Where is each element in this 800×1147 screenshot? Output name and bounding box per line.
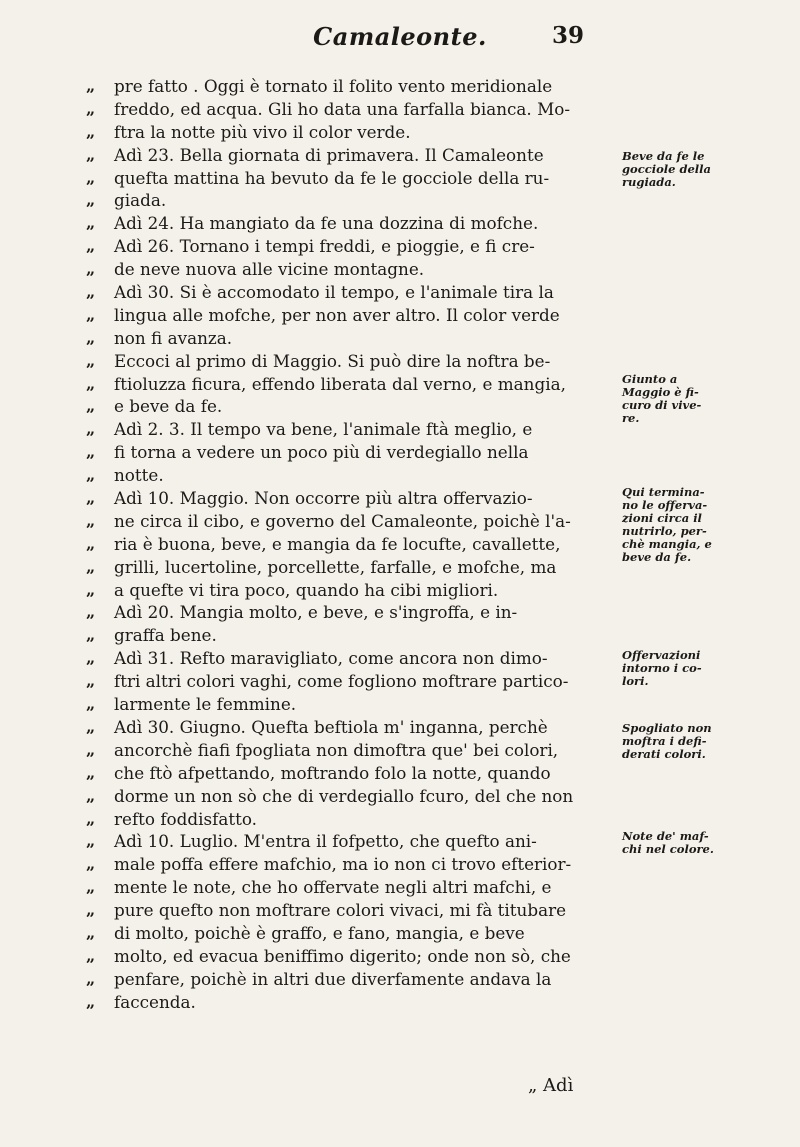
- line-text: Adì 30. Giugno. Quefta beftiola m' inganna, perchè: [114, 716, 548, 737]
- margin-note-line: nutrirlo, per-: [622, 524, 707, 538]
- line-text: Adì 20. Mangia molto, e beve, e s'ingroffa, e in-: [114, 602, 518, 623]
- quote-mark: „: [86, 167, 96, 187]
- line-text: grilli, lucertoline, porcellette, farfalle, e mofche, ma: [114, 556, 557, 577]
- quote-mark: „: [86, 442, 96, 462]
- quote-mark: „: [86, 190, 96, 210]
- text-line: [86, 899, 606, 922]
- text-line: [86, 876, 606, 899]
- quote-mark: „: [86, 648, 96, 668]
- text-line: [86, 487, 606, 510]
- line-text: e beve da fe.: [114, 396, 223, 417]
- text-line: [86, 304, 606, 327]
- text-line: [86, 670, 606, 693]
- quote-mark: „: [86, 213, 96, 233]
- text-line: [86, 235, 606, 258]
- text-line: [86, 327, 606, 350]
- line-text: freddo, ed acqua. Gli ho data una farfalla bianca. Mo-: [114, 98, 571, 119]
- margin-note-line: Maggio è fi-: [622, 385, 699, 399]
- text-line: [86, 991, 606, 1014]
- margin-note-line: intorno i co-: [622, 661, 702, 675]
- main-text: [86, 75, 606, 1014]
- line-text: lingua alle mofche, per non aver altro. Il color verde: [114, 304, 560, 325]
- line-text: dorme un non sò che di verdegiallo fcuro, del che non: [114, 785, 574, 806]
- text-line: [86, 258, 606, 281]
- line-text: ftri altri colori vaghi, come fogliono moftrare partico-: [114, 671, 569, 692]
- quote-mark: „: [86, 121, 96, 141]
- text-line: [86, 739, 606, 762]
- line-text: refto foddisfatto.: [114, 808, 257, 829]
- quote-mark: „: [86, 350, 96, 370]
- quote-mark: „: [86, 144, 96, 164]
- line-text: molto, ed evacua beniffimo digerito; onde non sò, che: [114, 945, 571, 966]
- text-line: [86, 601, 606, 624]
- text-line: [86, 762, 606, 785]
- margin-note-line: Giunto a: [622, 372, 678, 386]
- line-text: mente le note, che ho offervate negli altri mafchi, e: [114, 877, 552, 898]
- margin-note-maggio: [622, 373, 772, 425]
- text-line: [86, 75, 606, 98]
- margin-note-line: beve da fe.: [622, 550, 692, 564]
- text-line: [86, 533, 606, 556]
- quote-mark: „: [86, 236, 96, 256]
- line-text: Adì 23. Bella giornata di primavera. Il Camaleonte: [114, 144, 544, 165]
- line-text: fi torna a vedere un poco più di verdegiallo nella: [114, 442, 529, 463]
- line-text: graffa bene.: [114, 625, 217, 646]
- text-line: [86, 808, 606, 831]
- line-text: larmente le femmine.: [114, 694, 297, 715]
- text-line: [86, 98, 606, 121]
- quote-mark: „: [86, 808, 96, 828]
- catchword: „ Adì: [528, 1075, 574, 1096]
- quote-mark: „: [86, 465, 96, 485]
- quote-mark: „: [86, 488, 96, 508]
- margin-note-line: chè mangia, e: [622, 537, 712, 551]
- text-line: [86, 395, 606, 418]
- line-text: di molto, poichè è graffo, e fano, mangia, e beve: [114, 922, 525, 943]
- line-text: che ftò afpettando, moftrando folo la notte, quando: [114, 762, 551, 783]
- text-line: [86, 373, 606, 396]
- quote-mark: „: [86, 76, 96, 95]
- page-number: 39: [552, 22, 585, 49]
- line-text: de neve nuova alle vicine montagne.: [114, 259, 425, 280]
- margin-note-line: rugiada.: [622, 175, 676, 189]
- quote-mark: „: [86, 327, 96, 347]
- quote-mark: „: [86, 671, 96, 691]
- margin-note-line: Note de' maf-: [622, 829, 709, 843]
- text-line: [86, 830, 606, 853]
- margin-note-line: no le offerva-: [622, 498, 708, 512]
- text-line: [86, 464, 606, 487]
- margin-note-line: chi nel colore.: [622, 842, 714, 856]
- quote-mark: „: [86, 716, 96, 736]
- quote-mark: „: [86, 625, 96, 645]
- text-line: [86, 716, 606, 739]
- line-text: pure quefto non moftrare colori vivaci, mi fà titubare: [114, 900, 567, 921]
- quote-mark: „: [86, 739, 96, 759]
- margin-note-line: derati colori.: [622, 747, 706, 761]
- text-line: [86, 167, 606, 190]
- text-line: [86, 189, 606, 212]
- line-text: Eccoci al primo di Maggio. Si può dire la noftra be-: [114, 350, 551, 371]
- text-line: [86, 693, 606, 716]
- quote-mark: „: [86, 396, 96, 416]
- margin-note-line: Spogliato non: [622, 721, 712, 735]
- text-line: [86, 853, 606, 876]
- line-text: pre fatto . Oggi è tornato il folito vento meridionale: [114, 76, 553, 96]
- line-text: Adì 2. 3. Il tempo va bene, l'animale ftà meglio, e: [114, 419, 533, 440]
- quote-mark: „: [86, 304, 96, 324]
- line-text: Adì 10. Maggio. Non occorre più altra offervazio-: [114, 488, 533, 509]
- margin-note-line: lori.: [622, 674, 649, 688]
- quote-mark: „: [86, 900, 96, 920]
- margin-note-line: curo di vive-: [622, 398, 702, 412]
- line-text: penfare, poichè in altri due diverfamente andava la: [114, 968, 552, 989]
- text-line: [86, 121, 606, 144]
- quote-mark: „: [86, 945, 96, 965]
- line-text: Adì 10. Luglio. M'entra il fofpetto, che quefto ani-: [114, 831, 537, 852]
- quote-mark: „: [86, 991, 96, 1011]
- text-line: [86, 785, 606, 808]
- text-line: [86, 945, 606, 968]
- line-text: faccenda.: [114, 991, 196, 1012]
- line-text: quefta mattina ha bevuto da fe le gocciole della ru-: [114, 167, 550, 188]
- text-line: [86, 647, 606, 670]
- quote-mark: „: [86, 556, 96, 576]
- margin-note-line: Qui termina-: [622, 485, 705, 499]
- text-line: [86, 579, 606, 602]
- margin-note-beve: [622, 150, 772, 189]
- margin-note-line: Beve da fe le: [622, 149, 705, 163]
- line-text: giada.: [114, 190, 167, 211]
- margin-note-colori: [622, 649, 772, 688]
- quote-mark: „: [86, 282, 96, 302]
- line-text: a quefte vi tira poco, quando ha cibi migliori.: [114, 579, 499, 600]
- text-line: [86, 281, 606, 304]
- quote-mark: „: [86, 968, 96, 988]
- line-text: Adì 30. Si è accomodato il tempo, e l'animale tira la: [114, 282, 554, 303]
- quote-mark: „: [86, 694, 96, 714]
- running-title: Camaleonte.: [313, 22, 487, 51]
- text-line: [86, 510, 606, 533]
- text-line: [86, 624, 606, 647]
- quote-mark: „: [86, 259, 96, 279]
- margin-note-cibo: [622, 486, 772, 564]
- line-text: ftra la notte più vivo il color verde.: [114, 121, 411, 142]
- quote-mark: „: [86, 854, 96, 874]
- quote-mark: „: [86, 373, 96, 393]
- line-text: ftioluzza ficura, effendo liberata dal verno, e mangia,: [114, 373, 566, 394]
- margin-note-line: Offervazioni: [622, 648, 701, 662]
- quote-mark: „: [86, 831, 96, 851]
- quote-mark: „: [86, 579, 96, 599]
- margin-note-line: zioni circa il: [622, 511, 702, 525]
- line-text: ria è buona, beve, e mangia da fe locufte, cavallette,: [114, 533, 561, 554]
- text-line: [86, 441, 606, 464]
- line-text: Adì 24. Ha mangiato da fe una dozzina di mofche.: [114, 213, 539, 234]
- quote-mark: „: [86, 419, 96, 439]
- line-text: ancorchè fiafi fpogliata non dimoftra que' bei colori,: [114, 739, 559, 760]
- line-text: Adì 31. Refto maravigliato, come ancora non dimo-: [114, 648, 548, 669]
- text-line: [86, 922, 606, 945]
- quote-mark: „: [86, 602, 96, 622]
- line-text: ne circa il cibo, e governo del Camaleonte, poichè l'a-: [114, 510, 571, 531]
- line-text: notte.: [114, 465, 164, 486]
- quote-mark: „: [86, 785, 96, 805]
- margin-note-line: moftra i defi-: [622, 734, 707, 748]
- margin-note-spogliato: [622, 722, 772, 761]
- quote-mark: „: [86, 762, 96, 782]
- quote-mark: „: [86, 877, 96, 897]
- quote-mark: „: [86, 922, 96, 942]
- line-text: non fi avanza.: [114, 327, 233, 348]
- quote-mark: „: [86, 98, 96, 118]
- text-line: [86, 212, 606, 235]
- text-line: [86, 350, 606, 373]
- quote-mark: „: [86, 533, 96, 553]
- text-line: [86, 968, 606, 991]
- quote-mark: „: [86, 510, 96, 530]
- margin-note-line: re.: [622, 411, 640, 425]
- margin-note-line: gocciole della: [622, 162, 711, 176]
- line-text: Adì 26. Tornano i tempi freddi, e pioggie, e fi cre-: [114, 236, 535, 257]
- text-line: [86, 556, 606, 579]
- margin-note-maschi: [622, 830, 772, 856]
- line-text: male poffa effere mafchio, ma io non ci trovo efterior-: [114, 854, 572, 875]
- text-line: [86, 144, 606, 167]
- text-line: [86, 418, 606, 441]
